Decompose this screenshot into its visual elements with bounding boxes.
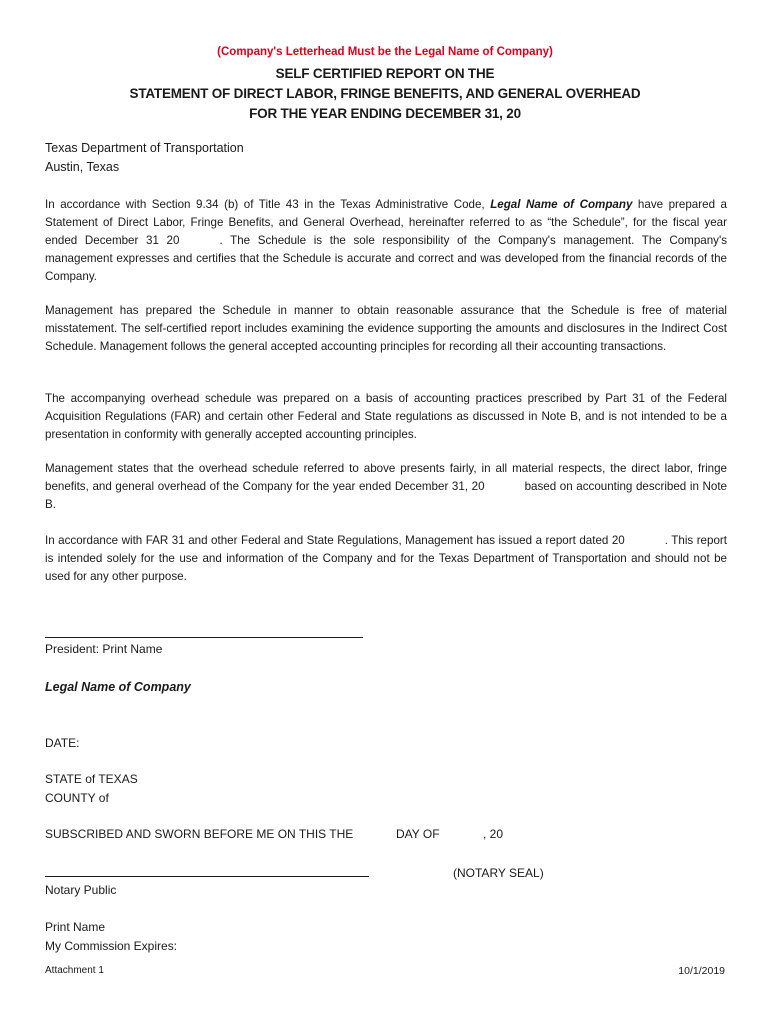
addressee-line-1: Texas Department of Transportation (45, 141, 244, 155)
county-label: COUNTY of (45, 791, 109, 805)
addressee-line-2: Austin, Texas (45, 160, 120, 174)
title-line-2: STATEMENT OF DIRECT LABOR, FRINGE BENEFITS, AND GENERAL OVERHEAD (129, 86, 641, 101)
p5-text-c: . This report is intended solely for the use and information of the Company and for the Texas Department of Transportation and should not be used for any other purpose. (45, 534, 727, 583)
p1-text-b: have prepared a Statement of Direct Labor, Fringe Benefits, and General Overhead, hereinafter referred to as “the Schedule”, for the fiscal year ended December 31 20 (45, 198, 727, 247)
footer-date: 10/1/2019 (678, 965, 725, 977)
title-line-3: FOR THE YEAR ENDING DECEMBER 31, 20 (249, 106, 521, 121)
legal-name-label: Legal Name of Company (45, 680, 191, 694)
paragraph-1 (45, 196, 727, 286)
paragraph-4 (45, 460, 727, 514)
subscribed-sworn-label: SUBSCRIBED AND SWORN BEFORE ME ON THIS THE (45, 827, 354, 841)
notary-public-label: Notary Public (45, 883, 117, 897)
letterhead-note: (Company's Letterhead Must be the Legal Name of Company) (217, 46, 553, 58)
footer-attachment: Attachment 1 (45, 965, 104, 976)
president-signature-line (45, 637, 363, 638)
p1-text-a: In accordance with Section 9.34 (b) of Title 43 in the Texas Administrative Code, (45, 198, 491, 211)
paragraph-3: The accompanying overhead schedule was prepared on a basis of accounting practices prescribed by Part 31 of the Federal Acquisition Regulations (FAR) and certain other Federal and State regulations as discussed in Note B, and is not intended to be a presentation in conformity with generally accepted accounting principles. (45, 392, 727, 441)
p1-text-c: . The Schedule is the sole responsibility of the Company's management. The Company's management expresses and certifies that the Schedule is accurate and correct and was developed from the financial records of the Company. (45, 234, 727, 283)
date-label: DATE: (45, 736, 80, 750)
day-of-label: DAY OF (396, 827, 440, 841)
notary-signature-line (45, 876, 369, 877)
paragraph-5 (45, 532, 727, 586)
state-label: STATE of TEXAS (45, 772, 138, 786)
print-name-label: Print Name (45, 920, 106, 934)
commission-expires-label: My Commission Expires: (45, 939, 178, 953)
title-line-1: SELF CERTIFIED REPORT ON THE (275, 66, 495, 81)
president-print-name-label: President: Print Name (45, 642, 163, 656)
paragraph-2: Management has prepared the Schedule in manner to obtain reasonable assurance that the Schedule is free of material misstatement. The self-certified report includes examining the evidence supporting the amounts and disclosures in the Indirect Cost Schedule. Management follows the general accepted accounting principles for recording all their accounting transactions. (45, 304, 727, 353)
p5-text-b: 20 (611, 534, 625, 547)
p5-text-a: In accordance with FAR 31 and other Federal and State Regulations, Management has issued a report dated (45, 534, 609, 547)
notary-seal-label: (NOTARY SEAL) (453, 866, 544, 880)
p4-text-a: Management states that the overhead schedule referred to above presents fairly, in all material respects, the direct labor, fringe benefits, and general overhead of the Company for the year ended December 31, 20 (45, 462, 727, 493)
p4-text-b: based on accounting described in Note B. (45, 480, 727, 511)
year-prefix-label: , 20 (483, 827, 504, 841)
p1-legal-name: Legal Name of Company (490, 198, 633, 211)
